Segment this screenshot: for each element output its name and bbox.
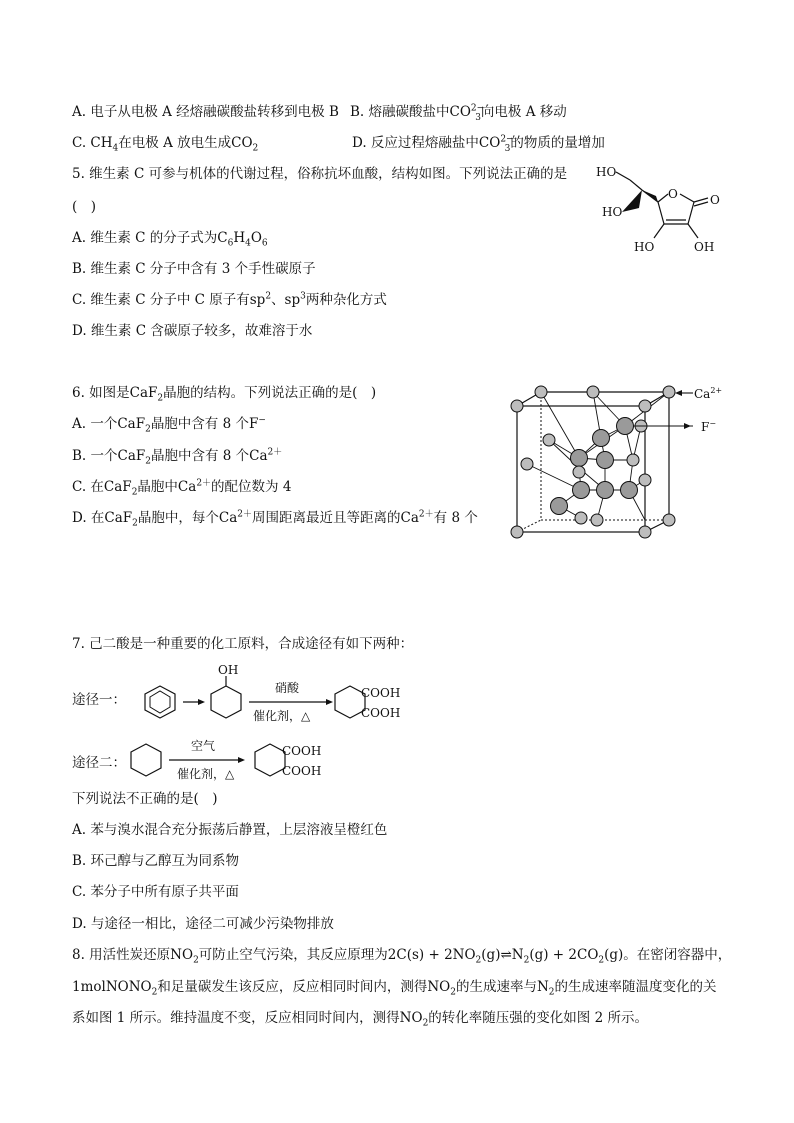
svg-text:COOH: COOH — [282, 744, 322, 758]
q5-paren: ( ) — [72, 199, 97, 215]
q7-option-b: B. 环己醇与乙醇互为同系物 — [72, 853, 240, 869]
svg-text:催化剂，△: 催化剂，△ — [253, 709, 311, 723]
q7-route1-label: 途径一： — [72, 692, 126, 708]
q5-option-d: D. 维生素 C 含碳原子较多，故难溶于水 — [72, 323, 313, 339]
q8-line-3: 系如图 1 所示。维持温度不变，反应相同时间内，测得$NO_2$的转化率随压强的变化如图 2 所示。 — [72, 1010, 648, 1029]
adipic-acid-icon-2 — [255, 744, 285, 776]
svg-text:COOH: COOH — [361, 706, 401, 720]
caf2-unit-cell — [505, 380, 725, 545]
label-ca: $Ca^{2+}$ — [694, 386, 723, 401]
q7-stem: 7. 己二酸是一种重要的化工原料，合成途径有如下两种： — [72, 636, 414, 652]
svg-text:OH: OH — [218, 663, 239, 677]
q5-stem: 5. 维生素 C 可参与机体的代谢过程，俗称抗坏血酸，结构如图。下列说法正确的是 — [72, 166, 568, 182]
cyclohexane-icon — [131, 744, 161, 776]
vc-ho-mid: HO — [602, 205, 623, 219]
vc-keto-o: O — [710, 193, 720, 207]
q7-question: 下列说法不正确的是( ) — [72, 791, 218, 807]
q7-option-a: A. 苯与溴水混合充分振荡后静置，上层溶液呈橙红色 — [72, 822, 388, 838]
q4-option-c: C. $CH_4$在电极 A 放电生成$CO_2$ — [72, 135, 259, 154]
q4-option-d: D. 反应过程熔融盐中$CO^{2-}_3$的物质的量增加 — [352, 134, 605, 154]
q5-option-c: C. 维生素 C 分子中 C 原子有$sp^2$、$sp^3$两种杂化方式 — [72, 291, 387, 308]
vitamin-c-structure — [590, 158, 730, 260]
q4-option-a: A. 电子从电极 A 经熔融碳酸盐转移到电极 B — [72, 104, 339, 120]
q8-line-2: 1molNONO$_2$和足量碳发生该反应，反应相同时间内，测得$NO_2$的生成速率与$N_2$的生成速率随温度变化的关 — [72, 979, 717, 998]
q6-stem: 6. 如图是CaF$_2$晶胞的结构。下列说法正确的是( ) — [72, 385, 377, 404]
q4-option-b: B. 熔融碳酸盐中$CO^{2-}_3$向电极 A 移动 — [350, 103, 567, 123]
q8-line-1: 8. 用活性炭还原$NO_2$可防止空气污染，其反应原理为$2C(s) + 2NO_2(g)\rightleftharpoons N_2(g) + 2CO_2(g)$。在密闭容器中， — [72, 947, 732, 966]
vc-oh-right: OH — [694, 240, 715, 254]
q5-option-a: A. 维生素 C 的分子式为$C_6H_4O_6$ — [72, 230, 268, 249]
q7-option-d: D. 与途径一相比，途径二可减少污染物排放 — [72, 916, 334, 932]
label-f: F− — [701, 419, 717, 434]
vc-ho-top: HO — [596, 165, 617, 179]
vc-oh-left: HO — [634, 240, 655, 254]
q6-option-b: B. 一个CaF$_2$晶胞中含有 8 个$Ca^{2+}$ — [72, 447, 283, 467]
q7-route1-scheme — [125, 662, 425, 732]
vc-ring-o: O — [668, 187, 678, 201]
q6-option-d: D. 在CaF$_2$晶胞中，每个$Ca^{2+}$周围距离最近且等距离的$Ca^{2+}$有 8 个 — [72, 509, 478, 529]
q6-option-a: A. 一个CaF$_2$晶胞中含有 8 个F− — [72, 415, 266, 435]
svg-text:空气: 空气 — [191, 739, 216, 753]
svg-text:COOH: COOH — [361, 686, 401, 700]
q7-option-c: C. 苯分子中所有原子共平面 — [72, 884, 239, 900]
q5-option-b: B. 维生素 C 分子中含有 3 个手性碳原子 — [72, 261, 316, 277]
q6-option-c: C. 在CaF$_2$晶胞中$Ca^{2+}$的配位数为 4 — [72, 478, 292, 498]
svg-text:催化剂，△: 催化剂，△ — [177, 767, 235, 781]
cyclohexanol-icon — [211, 686, 241, 718]
svg-text:硝酸: 硝酸 — [275, 681, 300, 695]
svg-text:COOH: COOH — [282, 764, 322, 778]
q7-route2-scheme — [125, 734, 365, 784]
q7-route2-label: 途径二： — [72, 755, 126, 771]
